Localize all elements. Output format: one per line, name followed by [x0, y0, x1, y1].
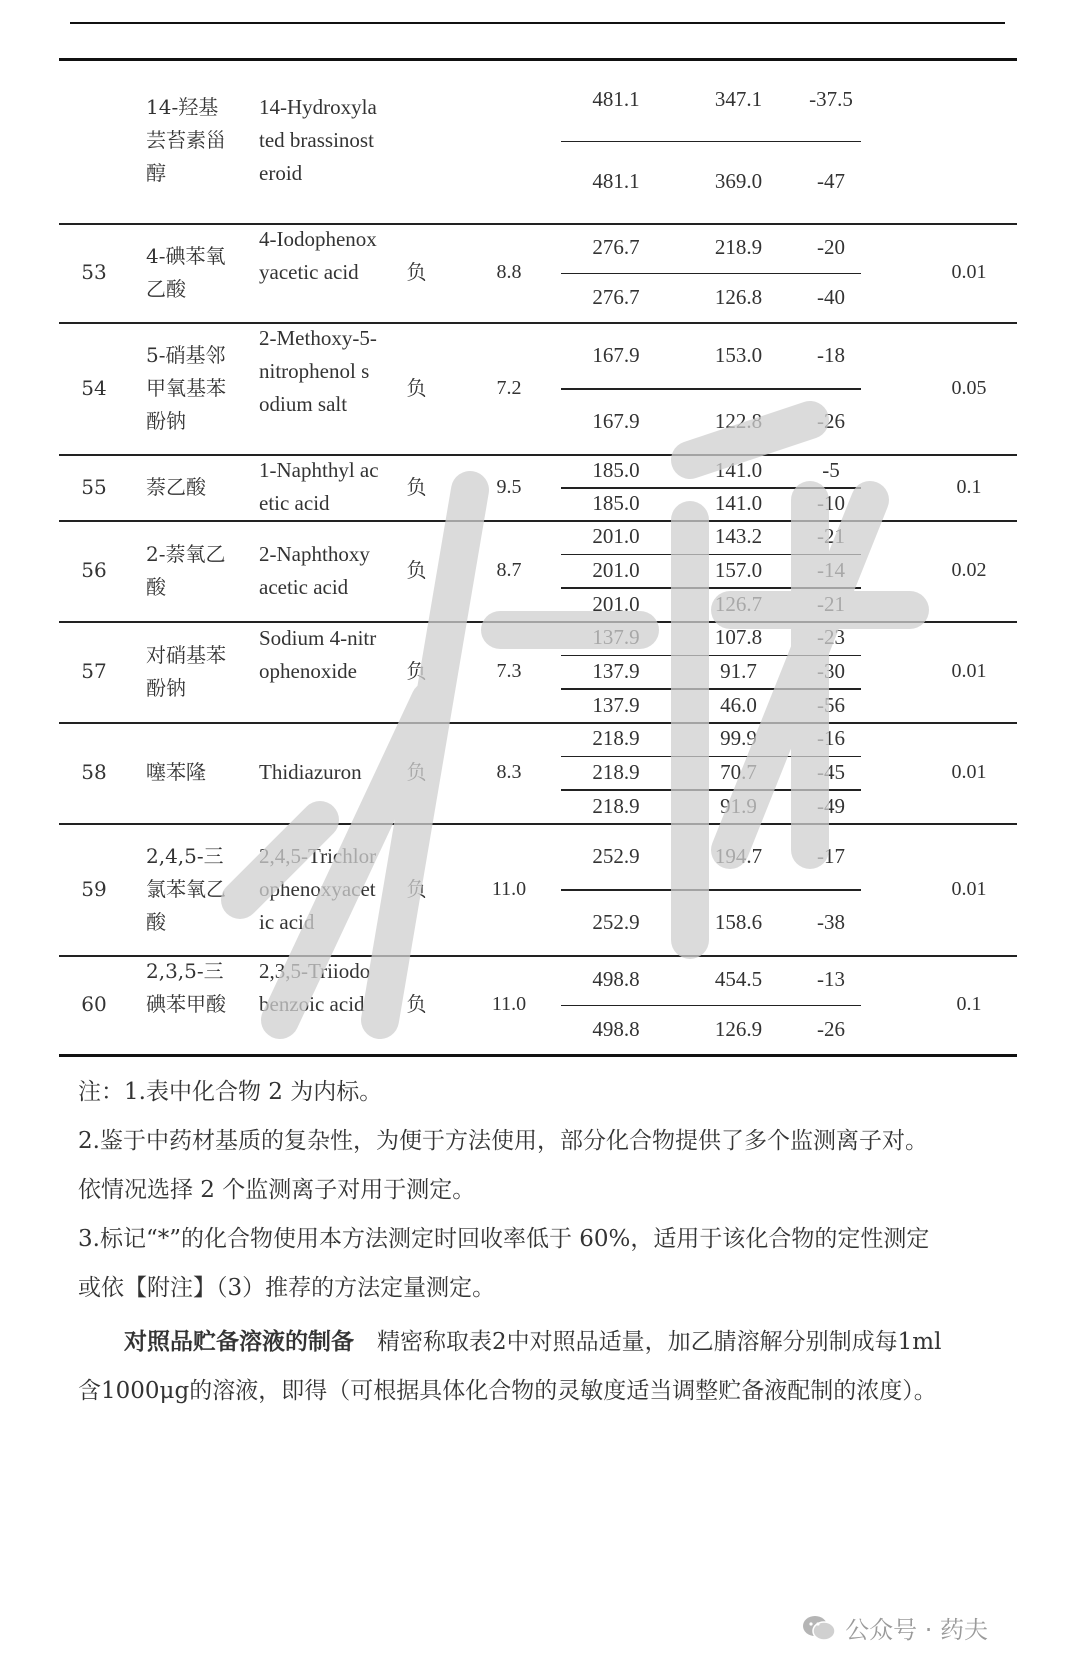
compound-name-en: 4-Iodophenoxyacetic acid — [259, 227, 377, 284]
compound-name-en: 2-Naphthoxyacetic acid — [259, 541, 370, 599]
compound-number: 54 — [81, 375, 107, 400]
compound-number: 55 — [81, 474, 107, 499]
retention-time: 11.0 — [491, 993, 527, 1015]
precursor-ion: 201.0 — [592, 524, 640, 549]
retention-time: 8.7 — [496, 559, 522, 581]
product-ion: 194.7 — [714, 843, 763, 868]
table-row — [59, 520, 1017, 621]
product-ion: 122.8 — [714, 408, 763, 433]
ion-mode: 负 — [406, 474, 427, 499]
ion-mode: 负 — [406, 375, 427, 400]
retention-time: 7.2 — [496, 376, 522, 399]
precursor-ion: 201.0 — [592, 558, 640, 582]
collision-energy: -49 — [817, 793, 845, 818]
collision-energy: -26 — [817, 1016, 845, 1041]
precursor-ion: 498.8 — [592, 1016, 640, 1041]
compound-name-cn: 4-碘苯氧乙酸 — [146, 243, 226, 301]
collision-energy: -21 — [817, 591, 845, 616]
collision-energy: -17 — [817, 843, 845, 868]
stock-solution-paragraph — [78, 1317, 948, 1416]
notes-section — [78, 1068, 948, 1416]
collision-energy: -16 — [817, 726, 845, 751]
ion-pair-group — [561, 955, 871, 1054]
ion-pair-group — [561, 322, 871, 454]
precursor-ion: 481.1 — [592, 169, 640, 194]
ion-pair-divider — [561, 1005, 861, 1007]
compound-number: 59 — [81, 876, 107, 901]
stock-solution-body: 精密称取表2中对照品适量，加乙腈溶解分别制成每1ml含1000μg的溶液，即得（可根据具体化合物的灵敏度适当调整贮备液配制的浓度）。 — [78, 1329, 942, 1404]
product-ion: 158.6 — [714, 909, 763, 934]
stock-solution-heading: 对照品贮备溶液的制备 — [124, 1328, 354, 1355]
compound-name-cn: 2-萘氧乙酸 — [146, 541, 226, 599]
collision-energy: -40 — [817, 284, 845, 309]
detection-limit: 0.01 — [951, 877, 987, 900]
footer-watermark — [801, 1610, 988, 1645]
precursor-ion: 185.0 — [592, 491, 640, 515]
product-ion: 126.9 — [714, 1016, 763, 1041]
product-ion: 46.0 — [720, 692, 757, 717]
collision-energy: -18 — [817, 342, 845, 367]
detection-limit: 0.01 — [951, 761, 987, 783]
precursor-ion: 218.9 — [592, 793, 640, 818]
compound-number: 56 — [81, 558, 107, 582]
compound-name-cn: 2,4,5-三氯苯氧乙酸 — [146, 843, 226, 934]
ion-mode: 负 — [406, 558, 427, 582]
collision-energy: -47 — [817, 169, 845, 194]
table-row — [59, 223, 1017, 322]
product-ion: 347.1 — [714, 86, 763, 111]
product-ion: 454.5 — [714, 967, 763, 992]
detection-limit: 0.1 — [956, 475, 982, 498]
product-ion: 369.0 — [714, 169, 763, 194]
table-row — [59, 823, 1017, 955]
compound-name-cn: 对硝基苯酚钠 — [146, 642, 226, 700]
compound-name-cn: 噻苯隆 — [146, 760, 206, 784]
precursor-ion: 218.9 — [592, 760, 640, 784]
ion-mode: 负 — [406, 992, 427, 1016]
collision-energy: -13 — [817, 967, 845, 992]
compound-name-en: 2-Methoxy-5-nitrophenol sodium salt — [259, 326, 377, 416]
product-ion: 91.9 — [720, 793, 757, 818]
retention-time: 11.0 — [491, 877, 527, 900]
ion-pair-group — [561, 722, 871, 823]
collision-energy: -56 — [817, 692, 845, 717]
product-ion: 153.0 — [714, 342, 763, 367]
compound-name-cn: 萘乙酸 — [146, 474, 206, 499]
product-ion: 126.7 — [714, 591, 763, 616]
ion-mode: 负 — [406, 876, 427, 901]
table-row — [59, 322, 1017, 454]
note-1: 注：1.表中化合物 2 为内标。 — [78, 1079, 383, 1105]
ion-pair-divider — [561, 388, 861, 390]
product-ion: 141.0 — [714, 458, 763, 482]
table-row — [59, 955, 1017, 1054]
precursor-ion: 498.8 — [592, 967, 640, 992]
table-row — [59, 722, 1017, 823]
collision-energy: -30 — [817, 659, 845, 683]
product-ion: 157.0 — [714, 558, 763, 582]
detection-limit: 0.02 — [951, 559, 987, 581]
ion-pair-divider — [561, 273, 861, 275]
product-ion: 143.2 — [714, 524, 763, 549]
retention-time: 8.3 — [496, 761, 522, 783]
ion-pair-group — [561, 520, 871, 621]
collision-energy: -14 — [817, 558, 845, 582]
collision-energy: -20 — [817, 235, 845, 260]
compound-name-cn: 5-硝基邻甲氧基苯酚钠 — [146, 342, 226, 433]
compound-name-en: Thidiazuron — [259, 760, 362, 784]
compound-number: 60 — [81, 992, 107, 1016]
detection-limit: 0.01 — [951, 261, 987, 283]
ion-pair-divider — [561, 889, 861, 891]
ion-mode: 负 — [406, 260, 427, 284]
compound-name-cn: 2,3,5-三碘苯甲酸 — [146, 959, 226, 1016]
table-row — [59, 454, 1017, 520]
compound-name-en: Sodium 4-nitrophenoxide — [259, 626, 377, 683]
collision-energy: -37.5 — [809, 86, 853, 111]
ion-pair-group — [561, 823, 871, 955]
detection-limit: 0.01 — [951, 660, 987, 682]
precursor-ion: 167.9 — [592, 408, 640, 433]
precursor-ion: 167.9 — [592, 342, 640, 367]
compound-name-en: 1-Naphthyl acetic acid — [259, 458, 379, 515]
precursor-ion: 137.9 — [592, 659, 640, 683]
ion-mode: 负 — [406, 659, 427, 683]
note-2: 2.鉴于中药材基质的复杂性，为便于方法使用，部分化合物提供了多个监测离子对。依情况选择 2 个监测离子对用于测定。 — [78, 1128, 928, 1203]
product-ion: 141.0 — [714, 491, 763, 515]
compound-number: 53 — [81, 260, 107, 284]
table-row — [59, 621, 1017, 722]
compound-name-en: 14-Hydroxylated brassinosteroid — [259, 95, 377, 185]
ion-mode: 负 — [406, 760, 427, 784]
header-rule — [70, 22, 1005, 24]
compound-name-en: 2,4,5-Trichlorophenoxyacetic acid — [259, 843, 377, 934]
footer-watermark-text: 公众号 · 药夫 — [845, 1616, 988, 1644]
precursor-ion: 137.9 — [592, 692, 640, 717]
retention-time: 8.8 — [496, 261, 522, 283]
compound-number: 57 — [81, 659, 107, 683]
retention-time: 9.5 — [496, 475, 522, 498]
precursor-ion: 201.0 — [592, 591, 640, 616]
collision-energy: -45 — [817, 760, 845, 784]
compound-name-en: 2,3,5-Triiodobenzoic acid — [259, 959, 371, 1016]
product-ion: 107.8 — [714, 625, 763, 650]
product-ion: 218.9 — [714, 235, 763, 260]
table-row — [59, 58, 1017, 223]
collision-energy: -23 — [817, 625, 845, 650]
collision-energy: -21 — [817, 524, 845, 549]
table-bottom-rule — [59, 1054, 1017, 1057]
ion-pair-group — [561, 223, 871, 322]
precursor-ion: 276.7 — [592, 284, 640, 309]
ion-pair-group — [561, 58, 871, 223]
precursor-ion: 218.9 — [592, 726, 640, 751]
precursor-ion: 481.1 — [592, 86, 640, 111]
collision-energy: -26 — [817, 408, 845, 433]
detection-limit: 0.1 — [956, 993, 982, 1015]
product-ion: 70.7 — [720, 760, 757, 784]
ion-pair-group — [561, 621, 871, 722]
ion-pair-group — [561, 454, 871, 520]
note-3: 3.标记“*”的化合物使用本方法测定时回收率低于 60%，适用于该化合物的定性测定或依【附注】（3）推荐的方法定量测定。 — [78, 1226, 930, 1301]
precursor-ion: 137.9 — [592, 625, 640, 650]
wechat-icon — [801, 1614, 837, 1642]
collision-energy: -38 — [817, 909, 845, 934]
product-ion: 91.7 — [720, 659, 757, 683]
product-ion: 99.9 — [720, 726, 757, 751]
precursor-ion: 252.9 — [592, 843, 640, 868]
precursor-ion: 185.0 — [592, 458, 640, 482]
compound-number: 58 — [81, 760, 107, 784]
collision-energy: -10 — [817, 491, 845, 515]
product-ion: 126.8 — [714, 284, 763, 309]
precursor-ion: 252.9 — [592, 909, 640, 934]
collision-energy: -5 — [822, 458, 840, 482]
precursor-ion: 276.7 — [592, 235, 640, 260]
retention-time: 7.3 — [496, 660, 522, 682]
ion-pair-divider — [561, 141, 861, 143]
compound-name-cn: 14-羟基芸苔素甾醇 — [146, 95, 226, 185]
detection-limit: 0.05 — [951, 376, 987, 399]
